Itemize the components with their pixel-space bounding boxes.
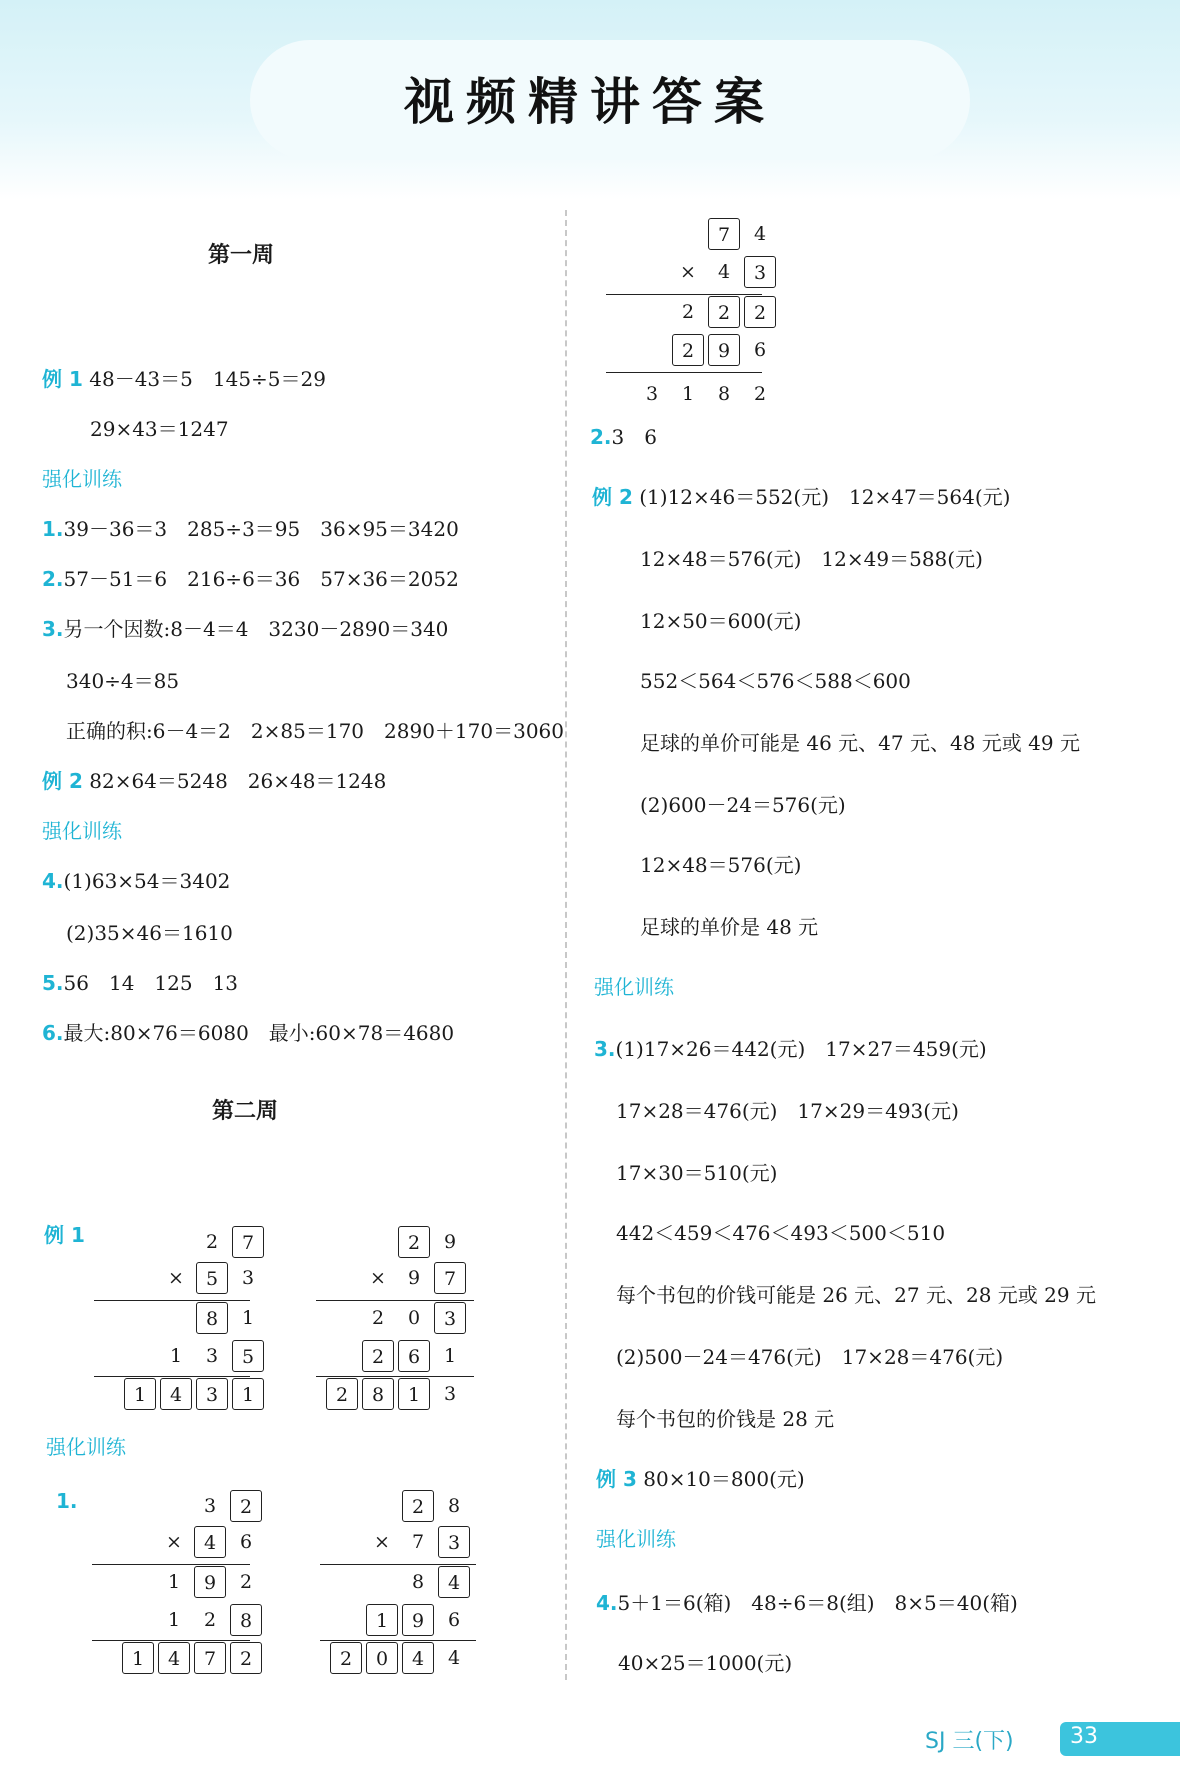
q4-num: 4. xyxy=(42,869,64,893)
r-ex3-label: 例 3 xyxy=(596,1467,637,1491)
r-q4-num: 4. xyxy=(596,1591,618,1615)
times-sign: × xyxy=(370,1267,386,1289)
digit: 0 xyxy=(407,1307,421,1329)
boxed-digit: 3 xyxy=(744,256,776,288)
sum-rule xyxy=(94,1300,250,1301)
boxed-digit: 7 xyxy=(194,1642,226,1674)
boxed-digit: 2 xyxy=(362,1340,394,1372)
digit: 8 xyxy=(717,383,731,405)
digit: 2 xyxy=(203,1609,217,1631)
r-q3-line1 xyxy=(594,1036,987,1062)
boxed-digit: 3 xyxy=(438,1526,470,1558)
sum-rule xyxy=(320,1640,476,1641)
q1-line xyxy=(42,516,459,542)
boxed-digit: 3 xyxy=(196,1378,228,1410)
r-ex2-line8: 足球的单价是 48 元 xyxy=(640,915,819,939)
r-q3-line7: 每个书包的价钱是 28 元 xyxy=(616,1407,835,1431)
boxed-digit: 2 xyxy=(330,1642,362,1674)
times-sign: × xyxy=(374,1531,390,1553)
digit: 2 xyxy=(681,301,695,323)
digit: 3 xyxy=(645,383,659,405)
page-number: 33 xyxy=(1070,1724,1098,1749)
digit xyxy=(672,218,704,250)
digit: 2 xyxy=(753,383,767,405)
boxed-digit: 9 xyxy=(708,334,740,366)
boxed-digit: 9 xyxy=(194,1566,226,1598)
boxed-digit: 1 xyxy=(398,1378,430,1410)
boxed-digit: 2 xyxy=(398,1226,430,1258)
r-q3-line2: 17×28＝476(元) 17×29＝493(元) xyxy=(616,1099,959,1123)
boxed-digit: 6 xyxy=(398,1340,430,1372)
ex1b-label: 例 1 xyxy=(44,1223,85,1247)
q3-line3: 正确的积:6－4＝2 2×85＝170 2890＋170＝3060 xyxy=(66,719,564,743)
sum-rule xyxy=(316,1300,474,1301)
q1-text: 39－36＝3 285÷3＝95 36×95＝3420 xyxy=(63,517,459,541)
digit: 4 xyxy=(753,223,767,245)
r-ex2-line7: 12×48＝576(元) xyxy=(640,853,802,877)
boxed-digit: 2 xyxy=(230,1642,262,1674)
q2-line xyxy=(42,566,459,592)
digit: 1 xyxy=(681,383,695,405)
digit: 7 xyxy=(411,1531,425,1553)
train3-heading: 强化训练 xyxy=(46,1435,126,1459)
r-ex2-line6: (2)600－24＝576(元) xyxy=(640,793,846,817)
digit: 6 xyxy=(239,1531,253,1553)
week2-heading: 第二周 xyxy=(212,1099,279,1124)
digit: 9 xyxy=(443,1231,457,1253)
r-q4-text1: 5＋1＝6(箱) 48÷6＝8(组) 8×5＝40(箱) xyxy=(617,1591,1018,1615)
ex2-line xyxy=(42,768,386,794)
train1-heading: 强化训练 xyxy=(42,467,122,491)
r-ex2-line1 xyxy=(592,484,1010,510)
r-q3-line5: 每个书包的价钱可能是 26 元、27 元、28 元或 29 元 xyxy=(616,1283,1096,1307)
digit: 1 xyxy=(169,1345,183,1367)
q6-text: 最大:80×76＝6080 最小:60×78＝4680 xyxy=(63,1021,455,1045)
q6-line xyxy=(42,1020,454,1046)
boxed-digit: 7 xyxy=(232,1226,264,1258)
ex2-text: 82×64＝5248 26×48＝1248 xyxy=(89,769,387,793)
ex1-line2: 29×43＝1247 xyxy=(90,417,229,441)
boxed-digit: 8 xyxy=(196,1302,228,1334)
boxed-digit: 2 xyxy=(672,334,704,366)
boxed-digit: 4 xyxy=(438,1566,470,1598)
digit: 8 xyxy=(447,1495,461,1517)
week1-heading: 第一周 xyxy=(208,243,275,268)
r-ex3-text: 80×10＝800(元) xyxy=(643,1467,805,1491)
digit: 8 xyxy=(411,1571,425,1593)
r-train2-heading: 强化训练 xyxy=(596,1527,676,1551)
times-sign: × xyxy=(168,1267,184,1289)
r-ex2-text1: (1)12×46＝552(元) 12×47＝564(元) xyxy=(639,485,1011,509)
digit: 9 xyxy=(407,1267,421,1289)
boxed-digit: 1 xyxy=(124,1378,156,1410)
sum-rule xyxy=(94,1376,250,1377)
ex1-label: 例 1 xyxy=(42,367,83,391)
r-q3-text1: (1)17×26＝442(元) 17×27＝459(元) xyxy=(615,1037,987,1061)
r-ex2-line2: 12×48＝576(元) 12×49＝588(元) xyxy=(640,547,983,571)
q5-num: 5. xyxy=(42,971,64,995)
q3-num: 3. xyxy=(42,617,64,641)
q4-line1 xyxy=(42,868,230,894)
q4-text1: (1)63×54＝3402 xyxy=(63,869,231,893)
q3-text1: 另一个因数:8－4＝4 3230－2890＝340 xyxy=(63,617,449,641)
r-q4-line2: 40×25＝1000(元) xyxy=(618,1651,793,1675)
boxed-digit: 8 xyxy=(230,1604,262,1636)
digit xyxy=(636,296,668,328)
digit: 2 xyxy=(205,1231,219,1253)
boxed-digit: 2 xyxy=(744,296,776,328)
r-q2-text: 3 6 xyxy=(611,425,657,449)
r-q3-line4: 442＜459＜476＜493＜500＜510 xyxy=(616,1221,946,1245)
q5-line xyxy=(42,970,238,996)
times-sign: × xyxy=(166,1531,182,1553)
boxed-digit: 4 xyxy=(402,1642,434,1674)
sum-rule xyxy=(606,372,762,373)
r-q2-line xyxy=(590,424,657,450)
sum-rule xyxy=(316,1376,474,1377)
r-ex3-line xyxy=(596,1466,805,1492)
q6-num: 6. xyxy=(42,1021,64,1045)
r-q4-line1 xyxy=(596,1590,1018,1616)
boxed-digit: 1 xyxy=(366,1604,398,1636)
q3-line2: 340÷4＝85 xyxy=(66,669,180,693)
boxed-digit: 5 xyxy=(196,1262,228,1294)
digit: 4 xyxy=(717,261,731,283)
r-q3-num: 3. xyxy=(594,1037,616,1061)
r-ex2-line4: 552＜564＜576＜588＜600 xyxy=(640,669,911,693)
boxed-digit: 7 xyxy=(434,1262,466,1294)
q4-line2: (2)35×46＝1610 xyxy=(66,921,233,945)
q5-text: 56 14 125 13 xyxy=(63,971,239,995)
digit: 1 xyxy=(167,1609,181,1631)
q2-text: 57－51＝6 216÷6＝36 57×36＝2052 xyxy=(63,567,459,591)
train2-heading: 强化训练 xyxy=(42,819,122,843)
r-q2-num: 2. xyxy=(590,425,612,449)
boxed-digit: 1 xyxy=(122,1642,154,1674)
boxed-digit: 4 xyxy=(160,1378,192,1410)
boxed-digit: 1 xyxy=(232,1378,264,1410)
column-divider xyxy=(565,210,567,1680)
boxed-digit: 0 xyxy=(366,1642,398,1674)
digit: 2 xyxy=(371,1307,385,1329)
ex1-text1: 48－43＝5 145÷5＝29 xyxy=(89,367,326,391)
boxed-digit: 7 xyxy=(708,218,740,250)
r-ex2-line5: 足球的单价可能是 46 元、47 元、48 元或 49 元 xyxy=(640,731,1080,755)
digit: 3 xyxy=(241,1267,255,1289)
digit: 3 xyxy=(443,1383,457,1405)
digit: 6 xyxy=(447,1609,461,1631)
page-footer xyxy=(905,1718,1180,1758)
boxed-digit: 2 xyxy=(708,296,740,328)
digit: 1 xyxy=(167,1571,181,1593)
boxed-digit: 9 xyxy=(402,1604,434,1636)
boxed-digit: 4 xyxy=(194,1526,226,1558)
digit: 1 xyxy=(443,1345,457,1367)
book-label: SJ 三(下) xyxy=(925,1729,1014,1754)
ex2-label: 例 2 xyxy=(42,769,83,793)
train3-num: 1. xyxy=(56,1489,78,1513)
r-train-heading: 强化训练 xyxy=(594,975,674,999)
boxed-digit: 4 xyxy=(158,1642,190,1674)
sum-rule xyxy=(606,294,762,295)
boxed-digit: 2 xyxy=(326,1378,358,1410)
digit: 4 xyxy=(447,1647,461,1669)
times-sign: × xyxy=(680,261,696,283)
boxed-digit: 3 xyxy=(434,1302,466,1334)
r-ex2-label: 例 2 xyxy=(592,485,633,509)
r-ex2-line3: 12×50＝600(元) xyxy=(640,609,802,633)
ex1-line1 xyxy=(42,366,326,392)
boxed-digit: 8 xyxy=(362,1378,394,1410)
digit: 3 xyxy=(205,1345,219,1367)
r-q3-line3: 17×30＝510(元) xyxy=(616,1161,778,1185)
boxed-digit: 5 xyxy=(232,1340,264,1372)
sum-rule xyxy=(92,1564,250,1565)
q1-num: 1. xyxy=(42,517,64,541)
boxed-digit: 2 xyxy=(402,1490,434,1522)
sum-rule xyxy=(320,1564,476,1565)
boxed-digit: 2 xyxy=(230,1490,262,1522)
digit: 6 xyxy=(753,339,767,361)
page-title: 视频精讲答案 xyxy=(404,73,776,131)
digit: 1 xyxy=(241,1307,255,1329)
sum-rule xyxy=(92,1640,250,1641)
q2-num: 2. xyxy=(42,567,64,591)
r-q3-line6: (2)500－24＝476(元) 17×28＝476(元) xyxy=(616,1345,1004,1369)
digit: 2 xyxy=(239,1571,253,1593)
q3-line1 xyxy=(42,616,448,642)
digit: 3 xyxy=(203,1495,217,1517)
